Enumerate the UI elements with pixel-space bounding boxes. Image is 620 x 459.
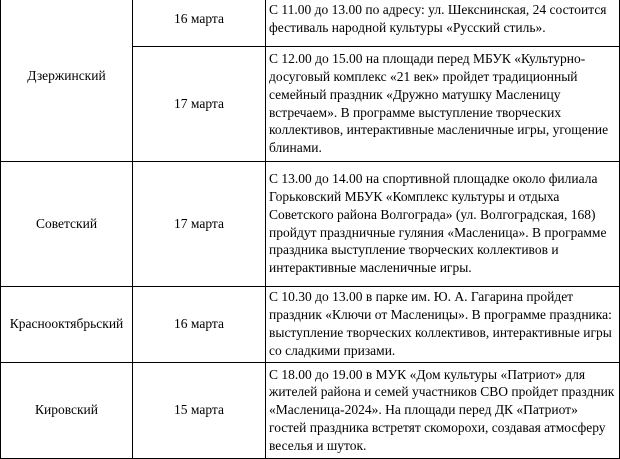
date-cell: 16 марта — [133, 287, 266, 363]
event-description: С 12.00 до 15.00 на площади перед МБУК «Культурно-досуговый комплекс «21 век» пройдет традиционный семейный праздник «Дружно матушку Масленицу встречаем». В программе выступление творческих коллективов, интерактивные масленичные игры, угощение блинами. — [266, 47, 620, 162]
district-cell: Советский — [1, 162, 133, 287]
district-cell: Дзержинский — [1, 0, 133, 162]
table-row — [1, 162, 620, 287]
table-row — [1, 363, 620, 459]
table-row — [1, 287, 620, 363]
event-description: С 13.00 до 14.00 на спортивной площадке около филиала Горьковский МБУК «Комплекс культуры и отдыха Советского района Волгограда» (ул. Волгоградская, 168) пройдут праздничные гуляния «Масленица». В программе праздника выступление творческих коллективов и интерактивные масленичные игры. — [266, 162, 620, 287]
date-cell: 17 марта — [133, 162, 266, 287]
event-description: С 18.00 до 19.00 в МУК «Дом культуры «Патриот» для жителей района и семей участников СВО пройдет праздник «Масленица-2024». На площади перед ДК «Патриот» гостей праздника встретят скоморохи, создавая атмосферу веселья и шуток. — [266, 363, 620, 459]
event-description: С 10.30 до 13.00 в парке им. Ю. А. Гагарина пройдет праздник «Ключи от Масленицы». В программе праздника: выступление творческих коллективов, интерактивные игры со сладкими призами. — [266, 287, 620, 363]
date-cell: 15 марта — [133, 363, 266, 459]
table-row — [1, 0, 620, 47]
date-cell: 16 марта — [133, 0, 266, 47]
event-description: С 11.00 до 13.00 по адресу: ул. Шекснинская, 24 состоится фестиваль народной культуры «Русский стиль». — [266, 0, 620, 47]
date-cell: 17 марта — [133, 47, 266, 162]
district-cell: Кировский — [1, 363, 133, 459]
district-cell: Краснооктябрьский — [1, 287, 133, 363]
